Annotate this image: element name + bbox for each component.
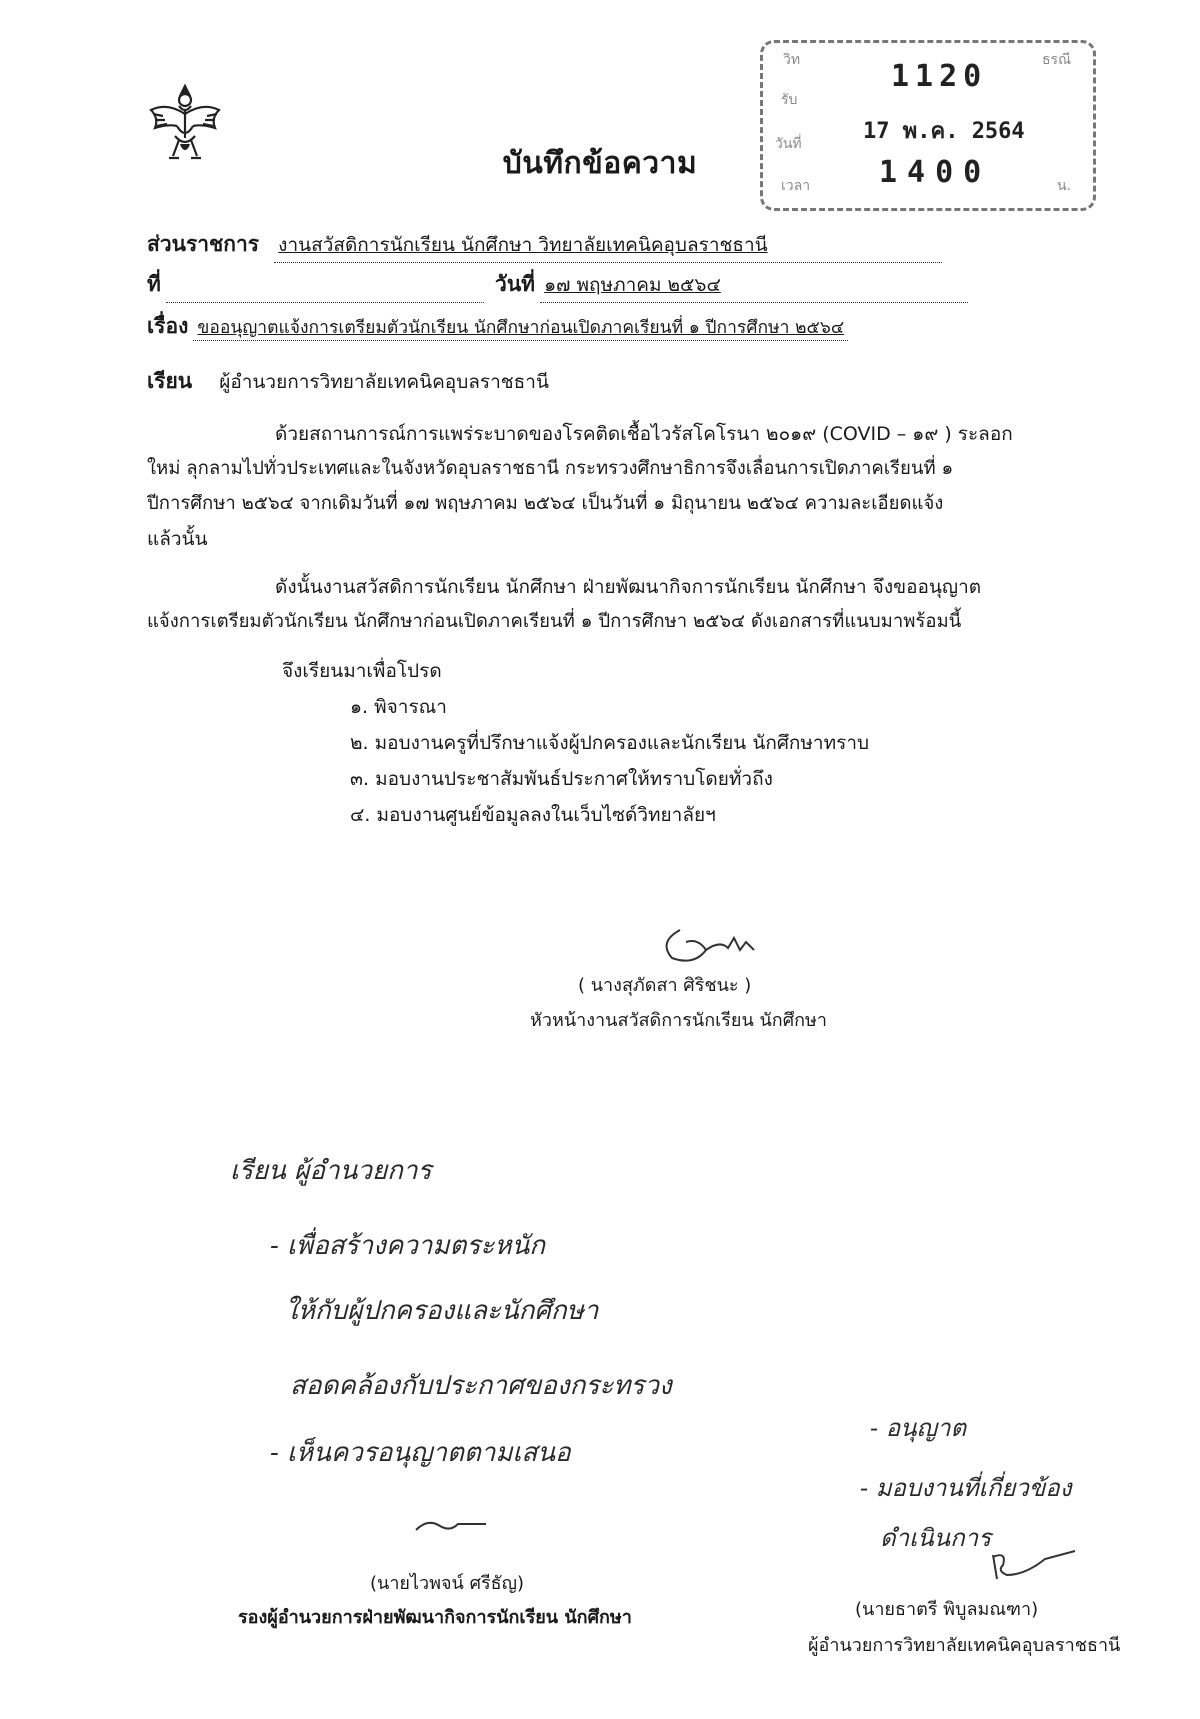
signer2-name: (นายไวพจน์ ศรีธัญ) <box>370 1573 525 1594</box>
received-stamp <box>760 40 1096 211</box>
paragraph1-line1: ด้วยสถานการณ์การแพร่ระบาดของโรคติดเชื้อไวรัสโคโรนา ๒๐๑๙ (COVID – ๑๙ ) ระลอก <box>275 423 1013 445</box>
garuda-emblem-icon <box>145 80 225 166</box>
signature-mark-1 <box>650 920 770 970</box>
signer2-position: รองผู้อำนวยการฝ่ายพัฒนากิจการนักเรียน นักศึกษา <box>238 1607 632 1628</box>
date-value: ๑๗ พฤษภาคม ๒๕๖๔ <box>540 270 968 303</box>
department-row <box>147 228 987 263</box>
reference-label: ที่ <box>147 272 161 296</box>
stamp-label-receive: รับ <box>781 92 798 108</box>
paragraph1-line3: ปีการศึกษา ๒๕๖๔ จากเดิมวันที่ ๑๗ พฤษภาคม ๒๕๖๔ เป็นวันที่ ๑ มิถุนายน ๒๕๖๔ ความละเอียดแจ้ง <box>147 493 944 514</box>
request-item-1: ๑. พิจารณา <box>350 696 447 718</box>
page-title: บันทึกข้อความ <box>502 146 698 181</box>
request-item-4: ๔. มอบงานศูนย์ข้อมูลลงในเว็บไซด์วิทยาลัยฯ <box>350 804 716 826</box>
paragraph1-line2: ใหม่ ลุกลามไปทั่วประเทศและในจังหวัดอุบลราชธานี กระทรวงศึกษาธิการจึงเลื่อนการเปิดภาคเรียนที่ ๑ <box>147 458 954 479</box>
subject-value: ขออนุญาตแจ้งการเตรียมตัวนักเรียน นักศึกษาก่อนเปิดภาคเรียนที่ ๑ ปีการศึกษา ๒๕๖๔ <box>193 318 848 341</box>
stamp-label-date: วันที่ <box>775 136 802 152</box>
signature-mark-3 <box>985 1545 1085 1585</box>
signer1-name: ( นางสุภัดสา ศิริชนะ ) <box>578 975 752 996</box>
reference-value <box>166 278 484 303</box>
addressee-label: เรียน <box>147 369 193 393</box>
stamp-date: 17 พ.ค. 2564 <box>863 119 1025 144</box>
subject-row <box>147 310 1007 343</box>
signature-mark-2 <box>410 1510 490 1538</box>
paragraph1-line4: แล้วนั้น <box>147 528 208 550</box>
subject-label: เรื่อง <box>147 314 189 338</box>
signer3-position: ผู้อำนวยการวิทยาลัยเทคนิคอุบลราชธานี <box>808 1635 1121 1656</box>
signer3-name: (นายธาตรี พิบูลมณฑา) <box>855 1599 1039 1620</box>
reference-date-row <box>147 268 987 303</box>
addressee-row <box>147 365 549 399</box>
stamp-time: 1400 <box>879 155 992 190</box>
handwritten-note-line4: สอดคล้องกับประกาศของกระทรวง <box>290 1371 672 1401</box>
request-item-2: ๒. มอบงานครูที่ปรึกษาแจ้งผู้ปกครองและนักเรียน นักศึกษาทราบ <box>350 732 870 754</box>
director-note-line1: - อนุญาต <box>870 1414 967 1442</box>
stamp-number: 1120 <box>891 59 988 94</box>
date-label: วันที่ <box>495 272 536 296</box>
handwritten-note-line2: - เพื่อสร้างความตระหนัก <box>270 1231 546 1261</box>
department-value: งานสวัสดิการนักเรียน นักศึกษา วิทยาลัยเทคนิคอุบลราชธานี <box>274 230 942 263</box>
handwritten-note-line5: - เห็นควรอนุญาตตามเสนอ <box>270 1438 571 1468</box>
stamp-label-institution: วิท <box>783 52 801 68</box>
paragraph2-line1: ดังนั้นงานสวัสดิการนักเรียน นักศึกษา ฝ่ายพัฒนากิจการนักเรียน นักศึกษา จึงขออนุญาต <box>275 576 982 598</box>
handwritten-note-line3: ให้กับผู้ปกครองและนักศึกษา <box>285 1296 599 1326</box>
stamp-label-records: ธรณี <box>1041 52 1071 68</box>
handwritten-note-line1: เรียน ผู้อำนวยการ <box>230 1156 432 1186</box>
request-item-3: ๓. มอบงานประชาสัมพันธ์ประกาศให้ทราบโดยทั่วถึง <box>350 768 773 790</box>
department-label: ส่วนราชการ <box>147 232 260 256</box>
addressee-value: ผู้อำนวยการวิทยาลัยเทคนิคอุบลราชธานี <box>219 371 549 393</box>
stamp-label-suffix: น. <box>1056 178 1071 194</box>
stamp-label-time: เวลา <box>781 178 811 194</box>
closing-line: จึงเรียนมาเพื่อโปรด <box>282 660 442 682</box>
paragraph2-line2: แจ้งการเตรียมตัวนักเรียน นักศึกษาก่อนเปิดภาคเรียนที่ ๑ ปีการศึกษา ๒๕๖๔ ดังเอกสารที่แนบมาพร้อมนี้ <box>147 611 962 632</box>
signer1-position: หัวหน้างานสวัสดิการนักเรียน นักศึกษา <box>530 1010 827 1031</box>
director-note-line2: - มอบงานที่เกี่ยวข้อง <box>860 1474 1072 1502</box>
director-note-line3: ดำเนินการ <box>880 1524 991 1552</box>
